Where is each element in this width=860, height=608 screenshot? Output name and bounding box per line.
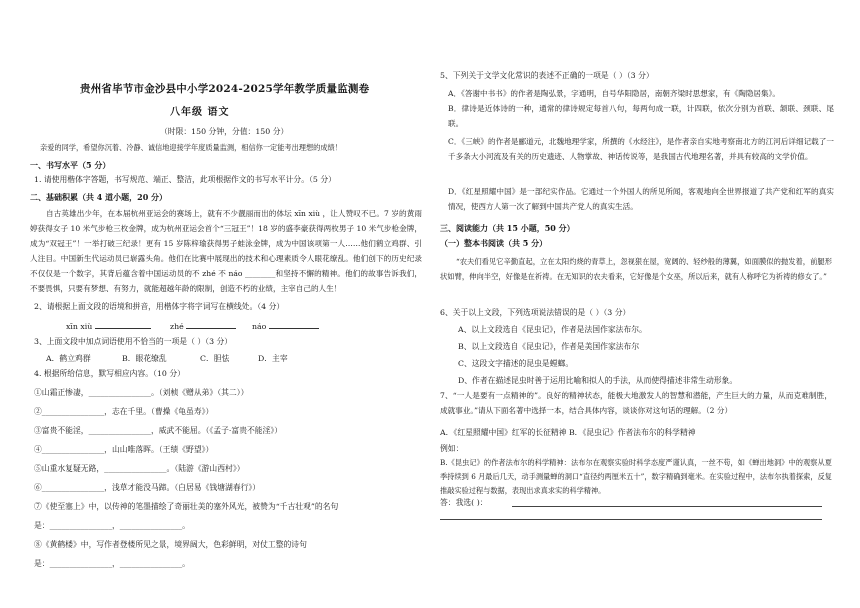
recite-line-8: 是：________________，________________。 xyxy=(34,521,190,530)
recite-line-9: ⑧《黄鹤楼》中，写作者登楼所见之景，境界阔大，色彩鲜明，对仗工整的诗句 xyxy=(34,540,307,549)
question-4: 4. 根据所给信息，默写相应内容。（10 分） xyxy=(34,369,185,378)
example-answer: B.《昆虫记》的作者法布尔的科学精神：法布尔在观察实验时科学态度严谨认真，一丝不苟，如《蝉出地洞》中的观察从夏季持续到 6 月最后几天，动手测量蝉的洞口“直径约两厘米五十”，数字精确到毫米。在实验过程中，法布尔执着探索，反复推敲实验过程与数据，表现出求真求实的科学精神。 xyxy=(440,458,832,495)
exam-title: 贵州省毕节市金沙县中小学2024-2025学年教学质量监测卷 xyxy=(80,83,370,95)
intro-text: 亲爱的同学，希望你沉着、冷静、诚信地迎接学年度质量监测，相信你一定能考出理想的成绩！ xyxy=(40,143,342,152)
answer-line[interactable] xyxy=(440,519,822,520)
q5-option-c[interactable]: C．《三峡》的作者是郦道元，北魏地理学家，所撰的《水经注》，是作者亲自实地考察南北方的江河后详细记载了一千多条大小河流及有关的历史遗迹、人物掌故、神话传说等，是我国古代地理名著，并具有较高的文学价值。 xyxy=(448,137,834,161)
question-7: 7、“一人是要有一点精神的”。良好的精神状态，能极大地激发人的智慧和潜能，产生巨大的力量，从而克难制胜，成就事业。”请从下面名著中选择一本，结合具体内容，谈谈你对这句话的理解。（2 分） xyxy=(440,391,832,415)
question-3: 3、上面文段中加点词语使用不恰当的一项是（ ）（3 分） xyxy=(34,337,233,346)
example-label: 例如： xyxy=(440,444,464,453)
section-3-heading: 三、阅读能力（共 15 小题，50 分） xyxy=(440,223,575,233)
q3-option-c[interactable]: C．胆怯 xyxy=(200,354,230,363)
question-5: 5、下列关于文学文化常识的表述不正确的一项是（ ）（3 分） xyxy=(440,71,654,80)
q6-option-d[interactable]: D、作者在描述昆虫时善于运用比喻和拟人的手法，从而使得描述非常生动形象。 xyxy=(458,376,738,385)
q3-option-a[interactable]: A．鹤立鸡群 xyxy=(46,354,91,363)
grade-subject: 八年级 语文 xyxy=(170,107,230,118)
answer-blank[interactable] xyxy=(95,320,151,329)
answer-blank[interactable] xyxy=(269,320,319,329)
exam-meta: （时限：150 分钟，分值：150 分） xyxy=(160,127,289,136)
q3-option-b[interactable]: B．眼花缭乱 xyxy=(122,354,167,363)
answer-prompt: 答：我选( )： xyxy=(440,498,488,507)
reading-passage: 自古英雄出少年，在本届杭州亚运会的赛场上，就有不少靓丽而出的体坛 xīn xiù ，让人赞叹不已。7 岁的黄雨婷获得女子 10 米气步枪三枚金牌，成为杭州亚运会首个“三冠王”！18 岁的盛李豪获得两枚男子 10 米气步枪金牌，成为“双冠王”！一举打破三纪录！更有 15 岁陈梓瑜获得男子蛙泳金牌，成为中国该项第一人……他们鹤立鸡群、引人注目。中国新生代运动员已崭露头角。他们在比赛中展现出的技术和心理素质令人眼花缭乱。他们创下的历史纪录不仅仅是一个数字，其背后蕴含着中国运动员的不 zhé 不 náo ________和坚持不懈的精神。他们的故事告诉我们，不要畏惧，只要有梦想、有努力，就能超越年龄的限制，创造不朽的业绩，主宰自己的人生！ xyxy=(30,209,422,293)
question-6: 6、关于以上文段，下列选项说法错误的是（ ）（3 分） xyxy=(440,308,631,317)
q6-option-a[interactable]: A、以上文段选自《昆虫记》，作者是法国作家法布尔。 xyxy=(458,325,647,334)
q6-option-b[interactable]: B、以上文段选自《昆虫记》，作者是美国作家法布尔 xyxy=(458,342,640,351)
answer-line[interactable] xyxy=(512,506,822,507)
recite-line-6: ⑥________________，浅草才能没马蹄。（白居易《钱塘湖春行》） xyxy=(34,483,261,492)
recite-line-5: ⑤山重水复疑无路，________________。（陆游《游山西村》） xyxy=(34,464,245,473)
excerpt-quote: “农夫们看见它辛勤直起，立在太阳灼烧的青草上，忽视狠在屋，宽阔的、轻纱般的薄翼，如面膜似的抛发着，前腿形状如臂，伸向半空，好像是在祈祷。在无知识的农夫看来，它好像是个女巫，所以后来，就有人称呼它为祈祷的修女了。” xyxy=(440,257,832,281)
q3-option-d[interactable]: D．主宰 xyxy=(258,354,288,363)
pinyin-nao: náo xyxy=(252,320,319,332)
section-1-heading: 一、书写水平（5 分） xyxy=(30,160,111,170)
q5-option-a[interactable]: A．《答谢中书书》的作者是陶弘景，字通明，自号华阳隐居，南朝齐梁时思想家，有《陶隐居集》。 xyxy=(448,89,781,98)
recite-line-3: ③富贵不能淫，________________，威武不能屈。（《孟子·富贵不能淫》） xyxy=(34,426,283,435)
pinyin-zhe: zhé xyxy=(170,320,236,332)
question-1: 1. 请使用楷体字答题，书写规范、端正、整洁，此项根据作文的书写水平计分。（5 分） xyxy=(34,175,336,184)
pinyin-xinxiu: xīn xiù xyxy=(66,320,151,332)
question-2: 2、请根据上面文段的语境和拼音，用楷体字将字词写在横线处。（4 分） xyxy=(34,302,285,311)
q6-option-c[interactable]: C、这段文字描述的昆虫是螳螂。 xyxy=(458,359,574,368)
recite-line-2: ②________________，志在千里。（曹操《龟虽寿》） xyxy=(34,407,214,416)
q5-option-b[interactable]: B．律诗是近体诗的一种，通常的律诗规定每首八句，每两句成一联，计四联，依次分别为首联、颔联、颈联、尾联。 xyxy=(448,104,834,128)
recite-line-1: ①山霜正惨凄，________________。（刘桢《赠从弟》（其二）） xyxy=(34,388,249,397)
recite-line-10: 是：________________，________________。 xyxy=(34,559,190,568)
q7-options[interactable]: A．《红星照耀中国》红军的长征精神 B．《昆虫记》作者法布尔的科学精神 xyxy=(440,428,696,437)
section-3a-heading: （一）整本书阅读（共 5 分） xyxy=(440,238,548,248)
answer-blank[interactable] xyxy=(186,320,236,329)
q5-option-d[interactable]: D．《红星照耀中国》是一部纪实作品。它通过一个外国人的所见所闻，客观地向全世界报道了共产党和红军的真实情况，使西方人第一次了解到中国共产党人的真实生活。 xyxy=(448,187,834,211)
section-2-heading: 二、基础积累（共 4 道小题，20 分） xyxy=(30,192,168,202)
recite-line-7: ⑦《使至塞上》中，以传神的笔墨描绘了奇丽壮美的塞外风光，被赞为“千古壮观”的名句 xyxy=(34,502,339,511)
recite-line-4: ④________________，山山唯落晖。（王绩《野望》） xyxy=(34,445,214,454)
